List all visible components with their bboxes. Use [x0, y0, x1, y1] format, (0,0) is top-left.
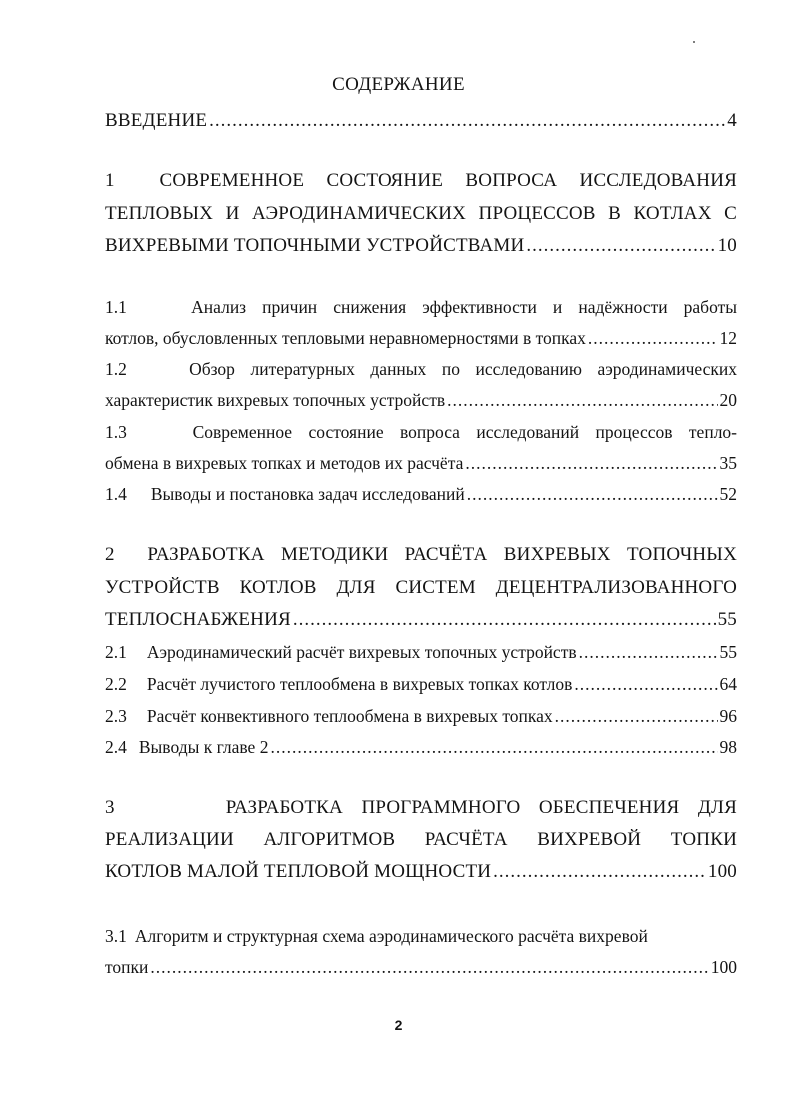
toc-section-1-2-line-2 [105, 389, 737, 411]
chapter-title-part: ВИХРЕВЫМИ ТОПОЧНЫМИ УСТРОЙСТВАМИ [105, 235, 525, 256]
leader-dots [270, 736, 717, 758]
section-title: Расчёт конвективного теплообмена в вихревых топках [146, 706, 553, 726]
chapter-title-part: РАЗРАБОТКА ПРОГРАММНОГО ОБЕСПЕЧЕНИЯ ДЛЯ [225, 797, 737, 818]
chapter-number: 2 [105, 544, 115, 565]
section-title: Расчёт лучистого теплообмена в вихревых топках котлов [146, 674, 573, 694]
toc-section-1-3-line-2 [105, 452, 737, 474]
toc-page-number: 12 [719, 328, 737, 348]
toc-page-number: 100 [707, 861, 737, 882]
chapter-title-part: УСТРОЙСТВ КОТЛОВ ДЛЯ СИСТЕМ ДЕЦЕНТРАЛИЗОВАННОГО [105, 577, 737, 598]
leader-dots [209, 110, 725, 132]
chapter-number: 1 [105, 170, 115, 191]
toc-page-number: 98 [719, 737, 737, 757]
toc-page-number: 52 [719, 484, 737, 504]
section-number: 1.2 [105, 359, 127, 379]
scan-speck [693, 41, 695, 43]
section-title-part: Обзор литературных данных по исследованию аэродинамических [189, 359, 737, 379]
toc-chapter-3-line-3 [105, 861, 737, 883]
toc-chapter-3-line-1 [105, 797, 737, 821]
toc-page-number: 55 [719, 642, 737, 662]
toc-page-number: 96 [719, 706, 737, 726]
leader-dots [574, 673, 717, 695]
chapter-title-part: КОТЛОВ МАЛОЙ ТЕПЛОВОЙ МОЩНОСТИ [105, 861, 492, 882]
page-number: 2 [394, 1017, 403, 1033]
leader-dots [588, 327, 718, 349]
toc-section-2-4 [105, 736, 737, 758]
section-title-part: топки [105, 957, 149, 977]
leader-dots [555, 705, 718, 727]
toc-section-1-3-line-1 [105, 421, 737, 445]
section-title: Выводы к главе 2 [138, 737, 269, 757]
toc-page-number: 55 [717, 609, 737, 630]
section-number: 2.3 [105, 706, 127, 726]
section-title: Аэродинамический расчёт вихревых топочных устройств [146, 642, 577, 662]
section-number: 2.1 [105, 642, 127, 662]
toc-chapter-1-line-1 [105, 170, 737, 194]
leader-dots [465, 452, 717, 474]
toc-page-number: 4 [727, 110, 737, 131]
toc-section-1-1-line-2 [105, 327, 737, 349]
section-title-part: Современное состояние вопроса исследований процессов тепло- [192, 422, 737, 442]
toc-chapter-1-line-3 [105, 235, 737, 257]
toc-entry-intro [105, 110, 737, 132]
toc-chapter-2-line-2 [105, 577, 737, 601]
section-number: 1.4 [105, 484, 127, 504]
toc-chapter-2-line-3 [105, 609, 737, 631]
chapter-title-part: РЕАЛИЗАЦИИ АЛГОРИТМОВ РАСЧЁТА ВИХРЕВОЙ ТОПКИ [105, 829, 737, 850]
leader-dots [467, 483, 718, 505]
toc-page-number: 20 [719, 390, 737, 410]
toc-chapter-3-line-2 [105, 829, 737, 853]
section-number: 2.4 [105, 737, 127, 757]
section-number: 2.2 [105, 674, 127, 694]
section-title-part: котлов, обусловленных тепловыми неравномерностями в топках [105, 328, 586, 348]
toc-page-number: 64 [719, 674, 737, 694]
chapter-number: 3 [105, 797, 115, 818]
section-title-part: Алгоритм и структурная схема аэродинамического расчёта вихревой [134, 926, 648, 946]
section-number: 3.1 [105, 926, 127, 946]
toc-section-2-3 [105, 705, 737, 727]
section-title-part: Анализ причин снижения эффективности и надёжности работы [191, 297, 737, 317]
leader-dots [579, 641, 718, 663]
leader-dots [150, 956, 708, 978]
section-title-part: обмена в вихревых топках и методов их расчёта [105, 453, 464, 473]
toc-chapter-1-line-2 [105, 203, 737, 227]
chapter-title-part: РАЗРАБОТКА МЕТОДИКИ РАСЧЁТА ВИХРЕВЫХ ТОПОЧНЫХ [147, 544, 737, 565]
section-number: 1.3 [105, 422, 127, 442]
toc-section-1-1-line-1 [105, 296, 737, 320]
toc-section-2-2 [105, 673, 737, 695]
toc-page-number: 35 [719, 453, 737, 473]
toc-section-3-1-line-1 [105, 925, 737, 947]
toc-entry-text: ВВЕДЕНИЕ [105, 110, 208, 131]
leader-dots [493, 861, 706, 883]
toc-section-2-1 [105, 641, 737, 663]
toc-section-1-2-line-1 [105, 358, 737, 382]
leader-dots [526, 235, 715, 257]
toc-title: СОДЕРЖАНИЕ [332, 74, 465, 95]
chapter-title-part: ТЕПЛОСНАБЖЕНИЯ [105, 609, 291, 630]
toc-section-1-4 [105, 483, 737, 505]
leader-dots [293, 609, 716, 631]
toc-page-number: 100 [710, 957, 737, 977]
toc-page-number: 10 [717, 235, 737, 256]
leader-dots [447, 389, 717, 411]
chapter-title-part: СОВРЕМЕННОЕ СОСТОЯНИЕ ВОПРОСА ИССЛЕДОВАНИЯ [159, 170, 737, 191]
section-number: 1.1 [105, 297, 127, 317]
section-title-part: характеристик вихревых топочных устройств [105, 390, 446, 410]
chapter-title-part: ТЕПЛОВЫХ И АЭРОДИНАМИЧЕСКИХ ПРОЦЕССОВ В КОТЛАХ С [105, 203, 737, 224]
toc-section-3-1-line-2 [105, 956, 737, 978]
section-title: Выводы и постановка задач исследований [150, 484, 465, 504]
toc-chapter-2-line-1 [105, 544, 737, 568]
